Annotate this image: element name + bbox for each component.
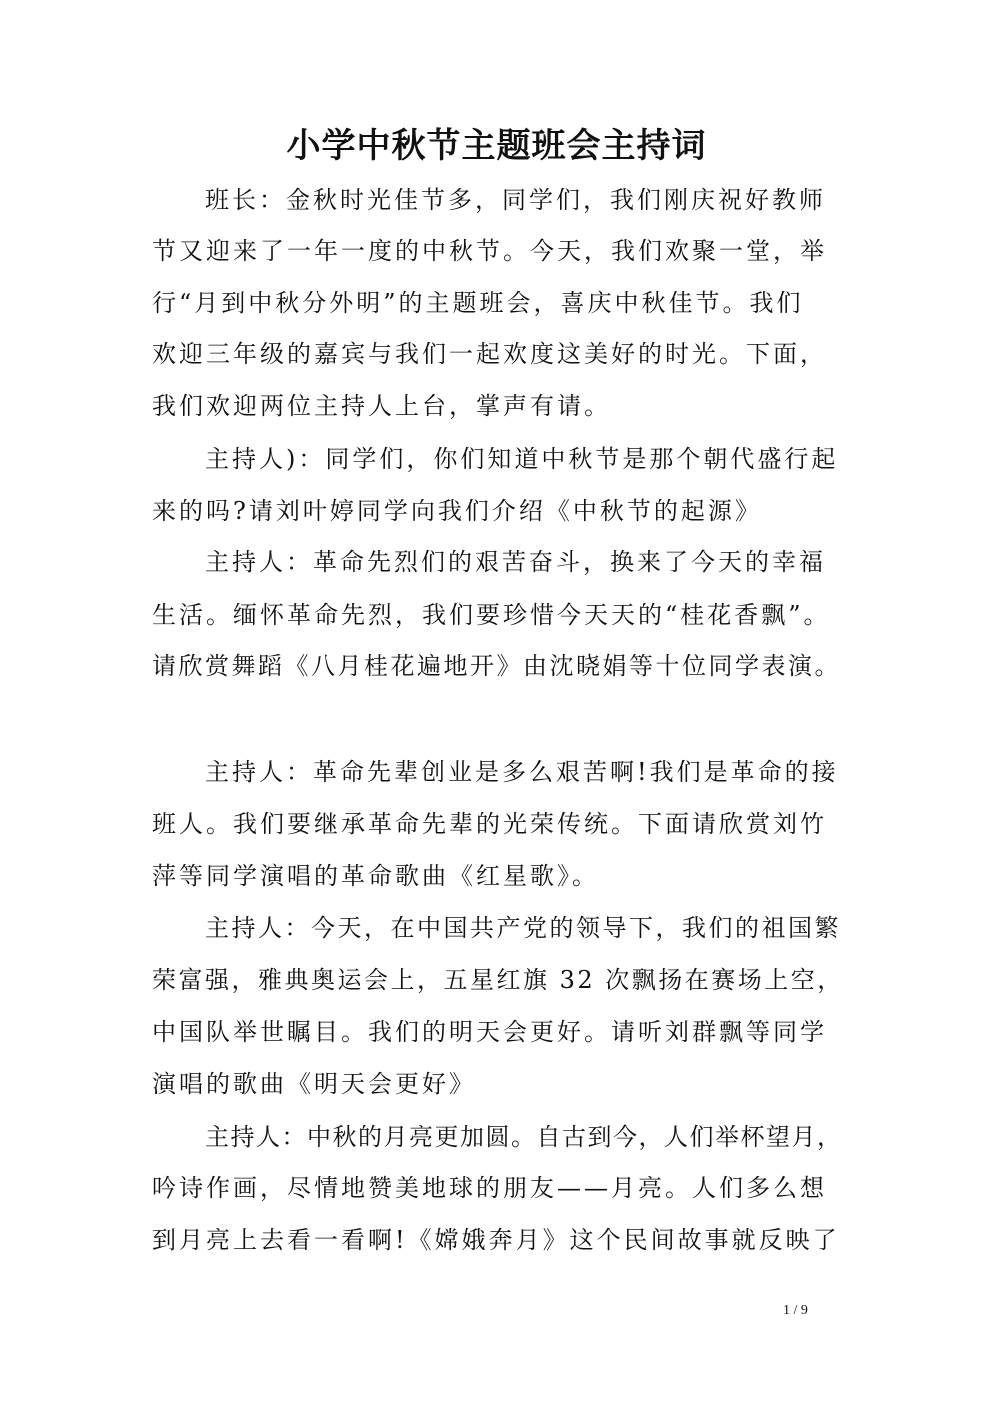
text-line: 欢迎三年级的嘉宾与我们一起欢度这美好的时光。下面， bbox=[152, 340, 827, 368]
text-line: 生活。缅怀革命先烈，我们要珍惜今天天的“桂花香飘”。 bbox=[152, 601, 831, 629]
text-line: 到月亮上去看一看啊!《嫦娥奔月》这个民间故事就反映了 bbox=[152, 1226, 840, 1254]
text-line: 主持人：革命先辈创业是多么艰苦啊!我们是革命的接 bbox=[205, 758, 839, 786]
text-line: 主持人)：同学们，你们知道中秋节是那个朝代盛行起 bbox=[205, 445, 839, 473]
text-line: 萍等同学演唱的革命歌曲《红星歌》。 bbox=[152, 862, 599, 890]
page-number: 1 / 9 bbox=[783, 1303, 808, 1318]
text-line: 班人。我们要继承革命先辈的光荣传统。下面请欣赏刘竹 bbox=[152, 810, 827, 838]
text-line: 行“月到中秋分外明”的主题班会，喜庆中秋佳节。我们 bbox=[152, 289, 804, 317]
text-line: 主持人：今天，在中国共产党的领导下，我们的祖国繁 bbox=[205, 914, 841, 942]
text-line: 吟诗作画，尽情地赞美地球的朋友——月亮。人们多么想 bbox=[152, 1174, 827, 1202]
text-line: 主持人：革命先烈们的艰苦奋斗，换来了今天的幸福 bbox=[205, 548, 826, 576]
text-line: 演唱的歌曲《明天会更好》 bbox=[152, 1070, 476, 1098]
text-line: 荣富强，雅典奥运会上，五星红旗 32 次飘扬在赛场上空， bbox=[152, 966, 844, 994]
text-line: 班长：金秋时光佳节多，同学们，我们刚庆祝好教师 bbox=[205, 186, 826, 214]
page-title: 小学中秋节主题班会主持词 bbox=[286, 126, 707, 166]
text-line: 节又迎来了一年一度的中秋节。今天，我们欢聚一堂，举 bbox=[152, 237, 827, 265]
text-line: 我们欢迎两位主持人上台，掌声有请。 bbox=[152, 392, 611, 420]
text-line: 中国队举世瞩目。我们的明天会更好。请听刘群飘等同学 bbox=[152, 1018, 827, 1046]
text-line: 主持人：中秋的月亮更加圆。自古到今，人们举杯望月， bbox=[205, 1123, 843, 1151]
text-line: 来的吗?请刘叶婷同学向我们介绍《中秋节的起源》 bbox=[152, 497, 762, 525]
text-line: 请欣赏舞蹈《八月桂花遍地开》由沈晓娟等十位同学表演。 bbox=[152, 652, 841, 680]
